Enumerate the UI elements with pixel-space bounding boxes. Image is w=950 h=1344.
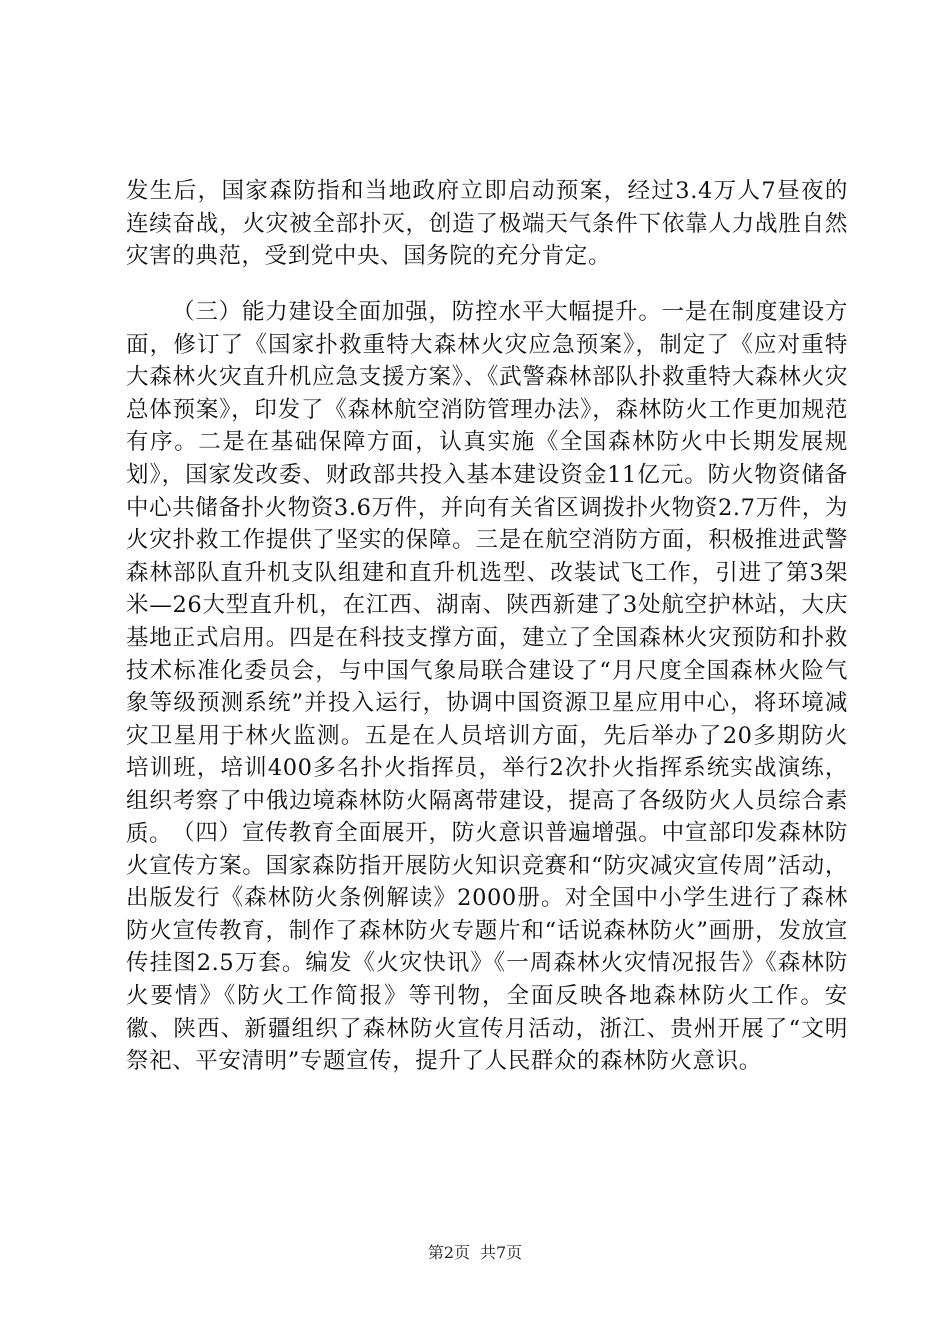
paragraph-publicity-education: （四）宣传教育全面展开，防火意识普遍增强。中宣部印发森林防火宣传方案。国家森防指开展防火知识竞赛和“防灾减灾宣传周”活动，出版发行《森林防火条例解读》2000册。对全国中小学生进行了森林防火宣传教育，制作了森林防火专题片和“话说森林防火”画册，发放宣传挂图2.5万套。编发《火灾快讯》《一周森林火灾情况报告》《森林防火要情》《防火工作简报》等刊物，全面反映各地森林防火工作。安徽、陕西、新疆组织了森林防火宣传月活动，浙江、贵州开展了“文明祭祀、平安清明”专题宣传，提升了人民群众的森林防火意识。 xyxy=(126,820,848,1075)
page-number: 第2页 xyxy=(427,1243,470,1262)
paragraph-capacity-building: （三）能力建设全面加强，防控水平大幅提升。一是在制度建设方面，修订了《国家扑救重特大森林火灾应急预案》，制定了《应对重特大森林火灾直升机应急支援方案》、《武警森林部队扑救重特大森林火灾总体预案》，印发了《森林航空消防管理办法》，森林防火工作更加规范有序。二是在基础保障方面，认真实施《全国森林防火中长期发展规划》，国家发改委、财政部共投入基本建设资金11亿元。防火物资储备中心共储备扑火物资3.6万件，并向有关省区调拨扑火物资2.7万件，为火灾扑救工作提供了坚实的保障。三是在航空消防方面，积极推进武警森林部队直升机支队组建和直升机选型、改装试飞工作，引进了第3架米—26大型直升机，在江西、湖南、陕西新建了3处航空护林站，大庆基地正式启用。四是在科技支撑方面，建立了全国森林火灾预防和扑救技术标准化委员会，与中国气象局联合建设了“月尺度全国森林火险气象等级预测系统”并投入运行，协调中国资源卫星应用中心，将环境减灾卫星用于林火监测。五是在人员培训方面，先后举办了20多期防火培训班，培训400多名扑火指挥员，举行2次扑火指挥系统实战演练，组织考察了中俄边境森林防火隔离带建设，提高了各级防火人员综合素质。 xyxy=(126,299,848,847)
page-total: 共7页 xyxy=(480,1243,523,1262)
paragraph-continued: 发生后，国家森防指和当地政府立即启动预案，经过3.4万人7昼夜的连续奋战，火灾被全部扑灭，创造了极端天气条件下依靠人力战胜自然灾害的典范，受到党中央、国务院的充分肯定。 xyxy=(126,178,848,270)
page-footer xyxy=(0,1243,950,1263)
